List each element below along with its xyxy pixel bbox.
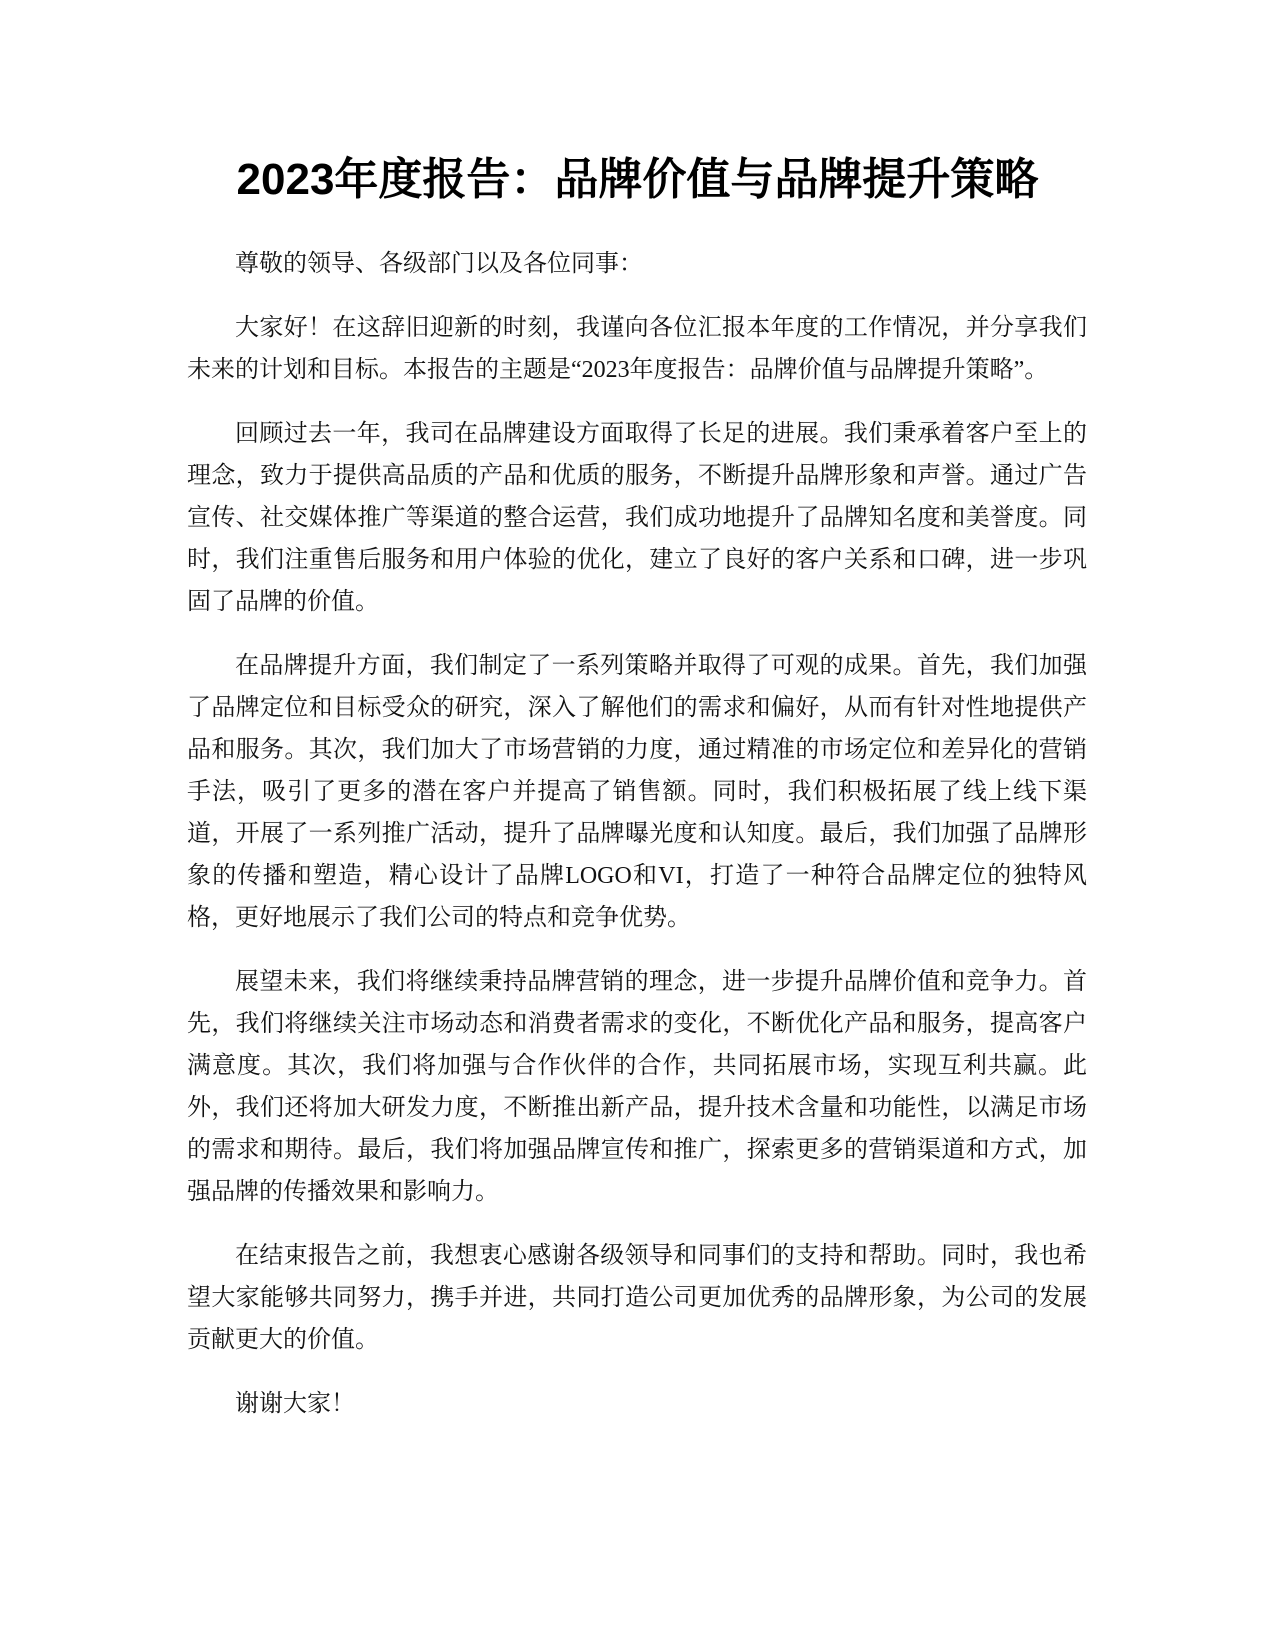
paragraph-review: 回顾过去一年，我司在品牌建设方面取得了长足的进展。我们秉承着客户至上的理念，致力于提供高品质的产品和优质的服务，不断提升品牌形象和声誉。通过广告宣传、社交媒体推广等渠道的整合运营，我们成功地提升了品牌知名度和美誉度。同时，我们注重售后服务和用户体验的优化，建立了良好的客户关系和口碑，进一步巩固了品牌的价值。: [187, 421, 1087, 615]
paragraph-thanks: 在结束报告之前，我想衷心感谢各级领导和同事们的支持和帮助。同时，我也希望大家能够共同努力，携手并进，共同打造公司更加优秀的品牌形象，为公司的发展贡献更大的价值。: [187, 1243, 1087, 1353]
document-body: [187, 243, 1087, 1447]
paragraph-closing: 谢谢大家！: [235, 1391, 355, 1417]
paragraph-outlook: 展望未来，我们将继续秉持品牌营销的理念，进一步提升品牌价值和竞争力。首先，我们将继续关注市场动态和消费者需求的变化，不断优化产品和服务，提高客户满意度。其次，我们将加强与合作伙伴的合作，共同拓展市场，实现互利共赢。此外，我们还将加大研发力度，不断推出新产品，提升技术含量和功能性，以满足市场的需求和期待。最后，我们将加强品牌宣传和推广，探索更多的营销渠道和方式，加强品牌的传播效果和影响力。: [187, 969, 1087, 1205]
paragraph-greeting: 大家好！在这辞旧迎新的时刻，我谨向各位汇报本年度的工作情况，并分享我们未来的计划和目标。本报告的主题是“2023年度报告：品牌价值与品牌提升策略”。: [187, 315, 1087, 383]
paragraph-salutation: 尊敬的领导、各级部门以及各位同事：: [235, 251, 643, 277]
paragraph-brand-strategy: 在品牌提升方面，我们制定了一系列策略并取得了可观的成果。首先，我们加强了品牌定位和目标受众的研究，深入了解他们的需求和偏好，从而有针对性地提供产品和服务。其次，我们加大了市场营销的力度，通过精准的市场定位和差异化的营销手法，吸引了更多的潜在客户并提高了销售额。同时，我们积极拓展了线上线下渠道，开展了一系列推广活动，提升了品牌曝光度和认知度。最后，我们加强了品牌形象的传播和塑造，精心设计了品牌LOGO和VI，打造了一种符合品牌定位的独特风格，更好地展示了我们公司的特点和竞争优势。: [187, 653, 1087, 931]
document-title: 2023年度报告：品牌价值与品牌提升策略: [236, 155, 1039, 204]
